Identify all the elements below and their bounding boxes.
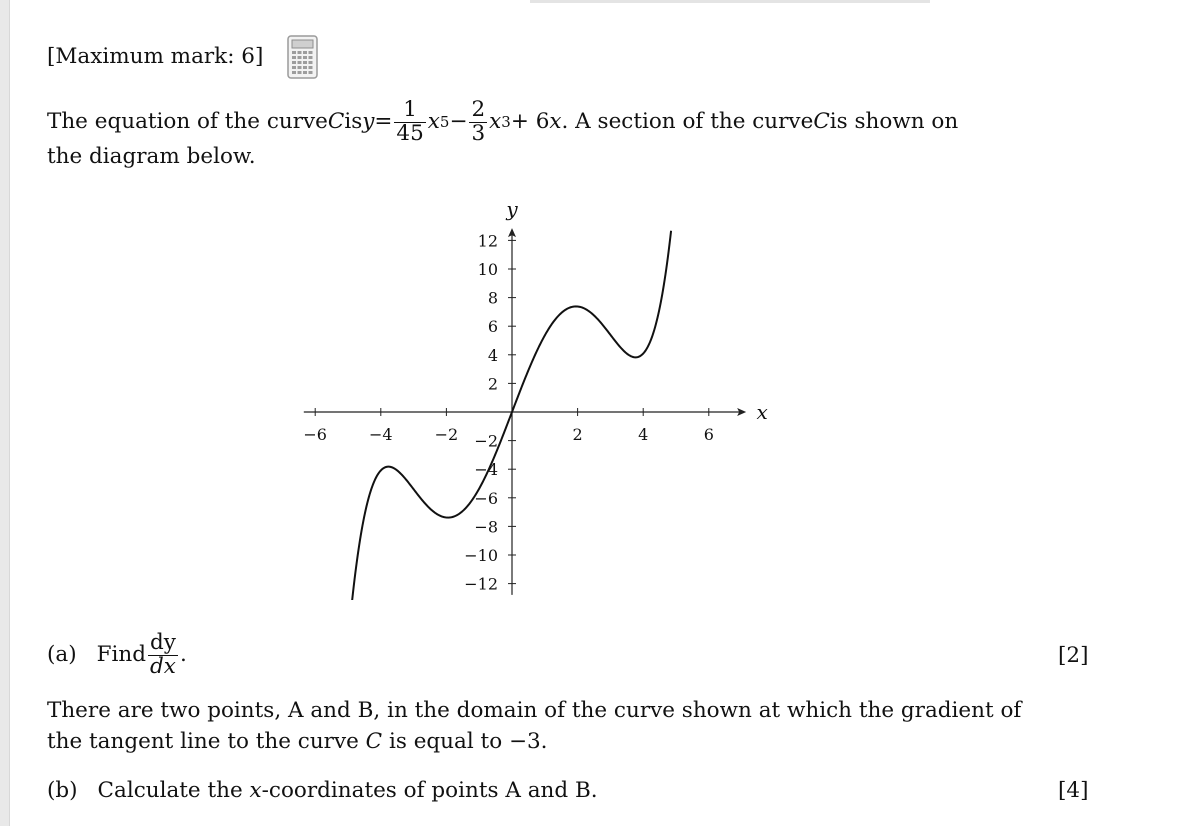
x-tick-label: −6 bbox=[303, 425, 327, 444]
y-tick-label: −6 bbox=[474, 488, 498, 508]
y-tick-label: −10 bbox=[464, 546, 498, 565]
part-a-label: (a) bbox=[47, 642, 77, 668]
x-variable: x bbox=[549, 109, 562, 135]
y-tick-label: −8 bbox=[474, 517, 498, 537]
part-b-question: (b) Calculate the x-coordinates of points A and B. bbox=[47, 778, 598, 803]
curve-c bbox=[351, 231, 671, 600]
equals-sign: = bbox=[374, 109, 393, 135]
intro-text-1: The equation of the curve bbox=[47, 109, 328, 135]
x-tick-label: −2 bbox=[434, 425, 459, 444]
maximum-mark-label: [Maximum mark: 6] bbox=[47, 44, 264, 69]
intro-text-3: . A section of the curve bbox=[561, 109, 814, 135]
y-axis-label: y bbox=[506, 197, 518, 222]
curve-equation-line: The equation of the curve C is y = $\frac{1}{45}$ x 5 − $\frac{2}{3}$ x 3 + 6 x . A section of the curve C is shown on bbox=[47, 96, 959, 146]
minus-sign: − bbox=[449, 109, 468, 135]
x-tick-label: 4 bbox=[638, 425, 649, 444]
y-tick-label: −2 bbox=[474, 431, 498, 451]
calculator-icon[interactable] bbox=[287, 35, 318, 79]
fraction-two-over-3: $\frac{2}{3}$ bbox=[471, 96, 486, 146]
x-tick-label: −4 bbox=[369, 425, 393, 444]
curve-name: C bbox=[327, 109, 345, 135]
y-tick-label: 8 bbox=[487, 288, 498, 308]
part-a-question bbox=[47, 628, 187, 682]
part-a-text: Find bbox=[96, 642, 147, 668]
x-axis-label: x bbox=[756, 400, 768, 424]
curve-diagram bbox=[290, 195, 770, 600]
fraction-one-over-45: $\frac{1}{45}$ bbox=[396, 96, 424, 146]
plus-term: + 6 bbox=[510, 109, 550, 135]
y-tick-label: 12 bbox=[477, 231, 498, 251]
part-b-label: (b) bbox=[47, 778, 78, 803]
y-variable: y bbox=[362, 109, 375, 135]
intro-line-2: the diagram below. bbox=[47, 144, 256, 169]
y-tick-label: 6 bbox=[487, 317, 498, 337]
intro-text-2: is bbox=[344, 109, 363, 135]
x-variable: x bbox=[489, 109, 502, 135]
dy-dx-fraction: $\frac{dy}{dx}$ bbox=[150, 629, 176, 679]
x-variable: x bbox=[427, 109, 440, 135]
y-tick-label: 2 bbox=[487, 374, 498, 394]
curve-name: C bbox=[813, 109, 830, 135]
curve-name: C bbox=[365, 729, 383, 754]
part-b-marks: [4] bbox=[1058, 778, 1089, 803]
intro-text-4: is shown on bbox=[829, 109, 959, 135]
stem-line-2: the tangent line to the curve C is equal to −3. bbox=[47, 729, 548, 754]
y-tick-label: −4 bbox=[474, 460, 498, 480]
y-tick-label: −12 bbox=[464, 574, 498, 594]
x-tick-label: 6 bbox=[703, 425, 714, 444]
y-tick-label: 4 bbox=[487, 345, 498, 365]
part-a-period: . bbox=[179, 642, 187, 668]
stem-line-1: There are two points, A and B, in the domain of the curve shown at which the gradient of bbox=[47, 698, 1022, 723]
top-edge-tab bbox=[530, 0, 930, 3]
part-a-marks: [2] bbox=[1058, 643, 1089, 668]
page-gutter bbox=[0, 0, 10, 826]
y-tick-label: 10 bbox=[477, 260, 498, 279]
x-tick-label: 2 bbox=[572, 425, 583, 444]
x-variable: x bbox=[249, 778, 262, 803]
